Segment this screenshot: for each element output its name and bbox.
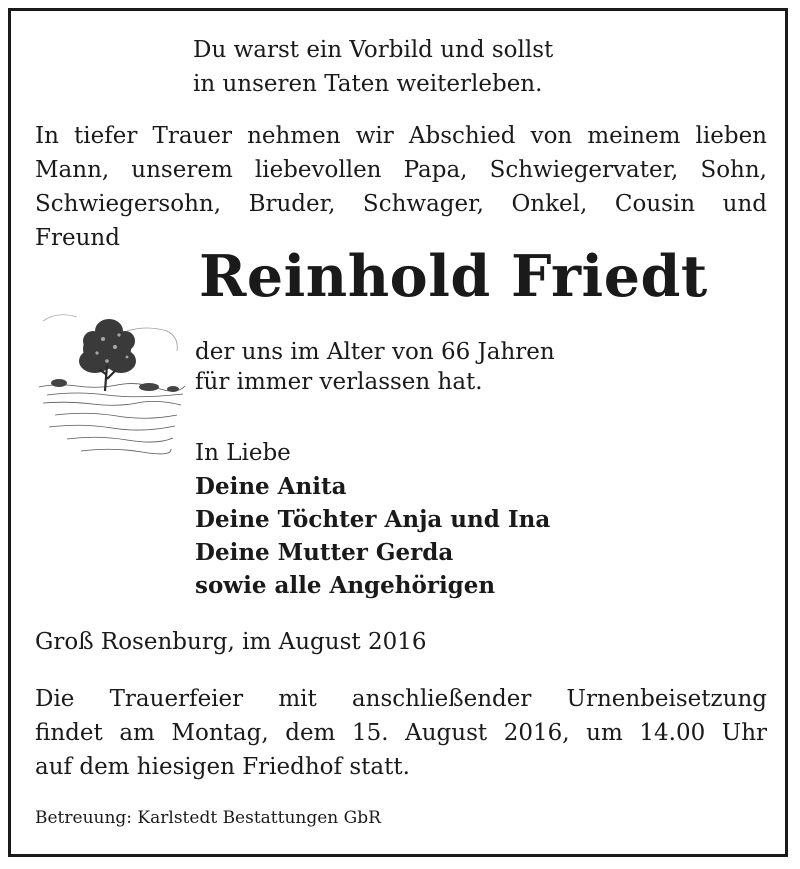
motto-line: Du warst ein Vorbild und sollst: [193, 37, 554, 63]
intro-line: In tiefer Trauer nehmen wir Abschied von meinem lieben: [35, 123, 767, 149]
signatory-name: sowie alle Angehörigen: [195, 572, 496, 599]
age-line: der uns im Alter von 66 Jahren: [195, 339, 555, 365]
motto-line: in unseren Taten weiterleben.: [193, 71, 543, 97]
motto: [193, 33, 553, 101]
service-line: auf dem hiesigen Friedhof statt.: [35, 754, 410, 780]
signatories: [195, 437, 550, 602]
signatory-name: Deine Anita: [195, 473, 347, 500]
intro-text: [35, 119, 767, 255]
intro-line: Mann, unserem liebevollen Papa, Schwiegervater, Sohn,: [35, 157, 767, 183]
funeral-service-info: [35, 682, 767, 784]
deceased-name: Reinhold Friedt: [199, 243, 708, 310]
signatories-intro: In Liebe: [195, 440, 291, 466]
signatory-name: Deine Mutter Gerda: [195, 539, 454, 566]
signatory-name: Deine Töchter Anja und Ina: [195, 506, 551, 533]
age-text: [195, 337, 555, 397]
undertaker-credit: Betreuung: Karlstedt Bestattungen GbR: [35, 808, 381, 828]
service-line: findet am Montag, dem 15. August 2016, um 14.00 Uhr: [35, 720, 767, 746]
tree-landscape-illustration: [37, 291, 187, 461]
service-line: Die Trauerfeier mit anschließender Urnenbeisetzung: [35, 686, 767, 712]
obituary-notice: [8, 8, 788, 857]
age-line: für immer verlassen hat.: [195, 369, 483, 395]
intro-line: Freund: [35, 225, 120, 251]
intro-line: Schwiegersohn, Bruder, Schwager, Onkel, Cousin und: [35, 191, 767, 217]
place-date: Groß Rosenburg, im August 2016: [35, 629, 427, 655]
